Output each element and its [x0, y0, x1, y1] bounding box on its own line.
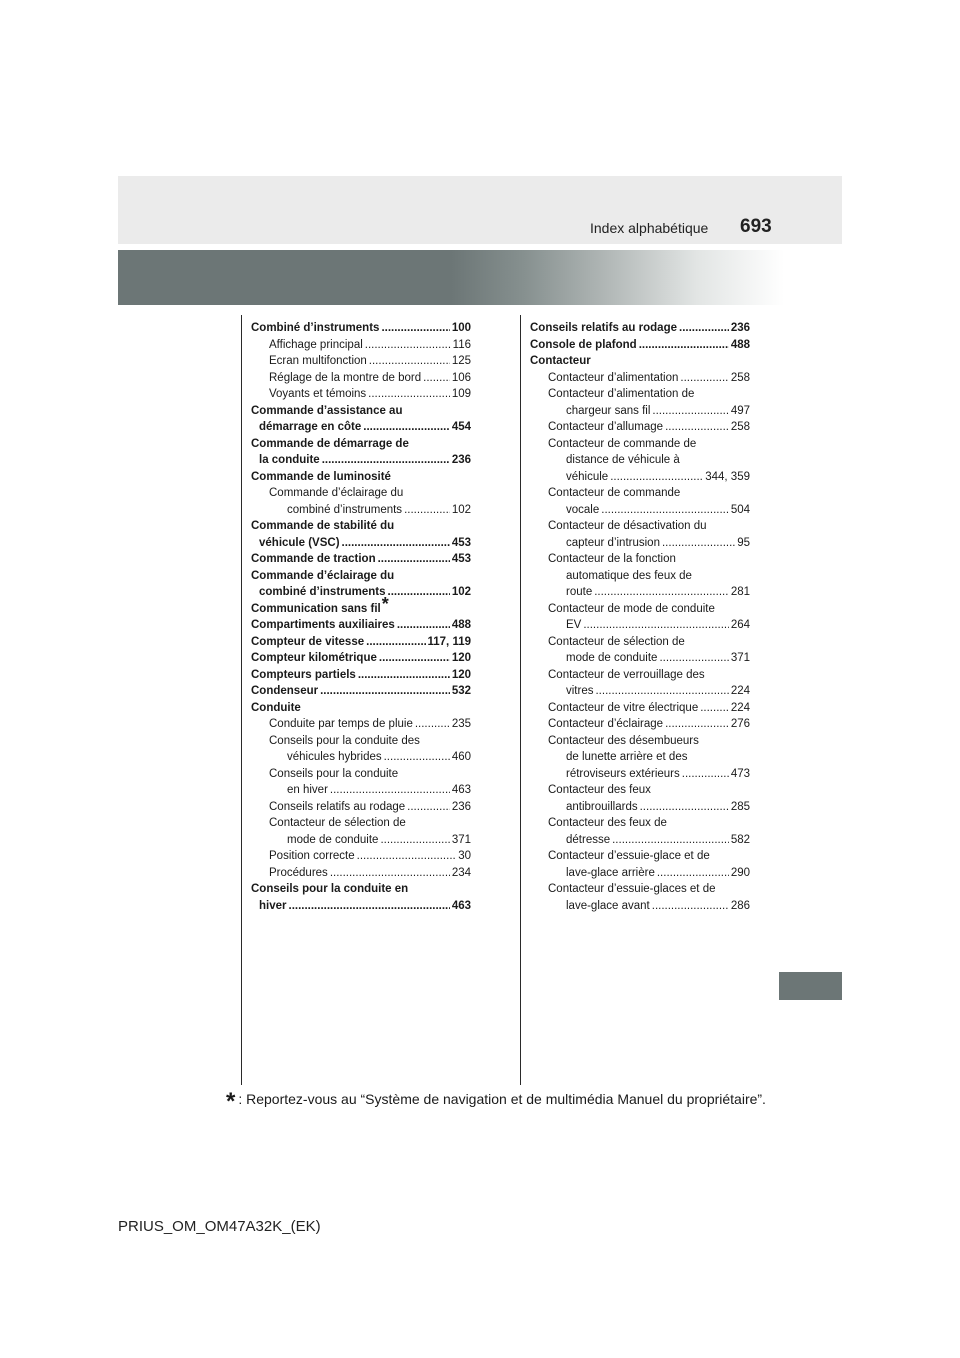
index-subentry-cont: véhicules hybrides ..... 460 — [251, 749, 471, 766]
index-subentry: Contacteur d’éclairage ..... 276 — [530, 716, 750, 733]
index-subentry: Contacteur d’allumage ..... 258 — [530, 419, 750, 436]
index-entry: Communication sans fil * — [251, 593, 389, 615]
index-subentry: Contacteur d’alimentation de — [548, 388, 695, 400]
index-subentry: Contacteur d’essuie-glace et de — [548, 850, 710, 862]
index-subentry-cont: détresse ..... 582 — [530, 832, 750, 849]
index-subentry-cont: capteur d’intrusion ..... 95 — [530, 535, 750, 552]
index-entry: Commande de luminosité — [251, 470, 391, 483]
index-subentry-cont: mode de conduite ..... 371 — [530, 650, 750, 667]
index-column-1 — [251, 320, 471, 914]
index-entry: Commande d’assistance au — [251, 404, 403, 417]
index-subentry: Contacteur de mode de conduite — [548, 602, 715, 615]
index-subentry: Affichage principal ..... 116 — [251, 337, 471, 354]
index-entry-cont: démarrage en côte ..... 454 — [251, 419, 471, 436]
index-subentry-cont: rétroviseurs extérieurs ..... 473 — [530, 766, 750, 783]
index-subentry: Conseils pour la conduite — [269, 767, 399, 780]
index-subentry-cont: route ..... 281 — [530, 584, 750, 601]
index-subentry-cont: automatique des feux de — [566, 569, 692, 582]
index-entry: Conseils pour la conduite en — [251, 883, 409, 895]
index-entry-cont: combiné d’instruments ..... 102 — [251, 584, 471, 601]
index-subentry: Commande d’éclairage du — [269, 487, 404, 499]
footnote-star: * — [226, 1088, 236, 1115]
index-entry: Compteur kilométrique ..... 120 — [251, 650, 471, 667]
index-subentry: Contacteur des feux — [548, 784, 651, 796]
index-subentry: Voyants et témoins ..... 109 — [251, 386, 471, 403]
index-entry-cont: hiver ..... 463 — [251, 898, 471, 915]
document-id: PRIUS_OM_OM47A32K_(EK) — [118, 1218, 321, 1235]
index-subentry: Contacteur des désembueurs — [548, 734, 699, 747]
section-title: Index alphabétique — [590, 220, 709, 236]
index-entry: Conduite — [251, 701, 301, 714]
index-subentry: Contacteur de désactivation du — [548, 520, 707, 532]
index-subentry-cont: antibrouillards ..... 285 — [530, 799, 750, 816]
index-subentry-cont: lave-glace avant ..... 286 — [530, 898, 750, 915]
index-entry: Conseils relatifs au rodage ..... 236 — [530, 320, 750, 337]
index-subentry: Conseils pour la conduite des — [269, 734, 420, 747]
index-subentry: Contacteur de sélection de — [548, 635, 685, 648]
index-entry-cont: véhicule (VSC) ..... 453 — [251, 535, 471, 552]
index-entry: Commande de démarrage de — [251, 437, 409, 450]
index-subentry: Contacteur de la fonction — [548, 553, 676, 565]
index-entry: Contacteur — [530, 355, 591, 367]
index-subentry-cont: lave-glace arrière ..... 290 — [530, 865, 750, 882]
index-subentry: Position correcte ..... 30 — [251, 848, 471, 865]
index-subentry-cont: EV ..... 264 — [530, 617, 750, 634]
index-entry: Combiné d’instruments ..... 100 — [251, 320, 471, 337]
index-entry: Commande d’éclairage du — [251, 569, 395, 582]
index-entry: Condenseur ..... 532 — [251, 683, 471, 700]
index-subentry-cont: vitres ..... 224 — [530, 683, 750, 700]
footnote-text: : Reportez-vous au “Système de navigation et de multimédia Manuel du propriétaire”. — [238, 1091, 766, 1107]
index-column-2 — [530, 320, 750, 914]
index-subentry: Contacteur de vitre électrique ..... 224 — [530, 700, 750, 717]
index-entry: Commande de stabilité du — [251, 520, 395, 532]
index-entry: Compteurs partiels ..... 120 — [251, 667, 471, 684]
footnote — [226, 1088, 766, 1116]
index-subentry-cont: de lunette arrière et des — [566, 751, 688, 763]
section-gradient-band — [118, 250, 842, 305]
index-subentry: Contacteur de commande de — [548, 437, 697, 450]
footnote-marker: * — [381, 593, 389, 614]
index-subentry: Ecran multifonction ..... 125 — [251, 353, 471, 370]
column-divider-left — [241, 315, 242, 1085]
index-entry-cont: la conduite ..... 236 — [251, 452, 471, 469]
index-subentry: Contacteur de verrouillage des — [548, 668, 705, 681]
index-entry: Console de plafond ..... 488 — [530, 337, 750, 354]
column-divider-middle — [520, 315, 521, 1085]
index-subentry-cont: combiné d’instruments ..... 102 — [251, 502, 471, 519]
index-subentry: Réglage de la montre de bord ..... 106 — [251, 370, 471, 387]
index-subentry: Conduite par temps de pluie ..... 235 — [251, 716, 471, 733]
index-subentry: Contacteur d’essuie-glaces et de — [548, 883, 716, 895]
index-entry: Compartiments auxiliaires ..... 488 — [251, 617, 471, 634]
index-subentry: Contacteur d’alimentation ..... 258 — [530, 370, 750, 387]
index-subentry: Contacteur de sélection de — [269, 817, 406, 829]
index-subentry-cont: vocale ..... 504 — [530, 502, 750, 519]
index-subentry-cont: véhicule ..... 344, 359 — [530, 469, 750, 486]
index-entry: Compteur de vitesse ..... 117, 119 — [251, 634, 471, 651]
page-number: 693 — [740, 216, 772, 237]
index-subentry-cont: chargeur sans fil ..... 497 — [530, 403, 750, 420]
header-band — [118, 176, 842, 244]
index-entry: Commande de traction ..... 453 — [251, 551, 471, 568]
index-subentry: Contacteur de commande — [548, 487, 681, 499]
index-subentry-cont: en hiver ..... 463 — [251, 782, 471, 799]
index-subentry-cont: distance de véhicule à — [566, 454, 680, 466]
chapter-tab — [779, 972, 842, 1000]
index-subentry: Procédures ..... 234 — [251, 865, 471, 882]
index-subentry-cont: mode de conduite ..... 371 — [251, 832, 471, 849]
index-subentry: Contacteur des feux de — [548, 817, 667, 829]
index-subentry: Conseils relatifs au rodage ..... 236 — [251, 799, 471, 816]
